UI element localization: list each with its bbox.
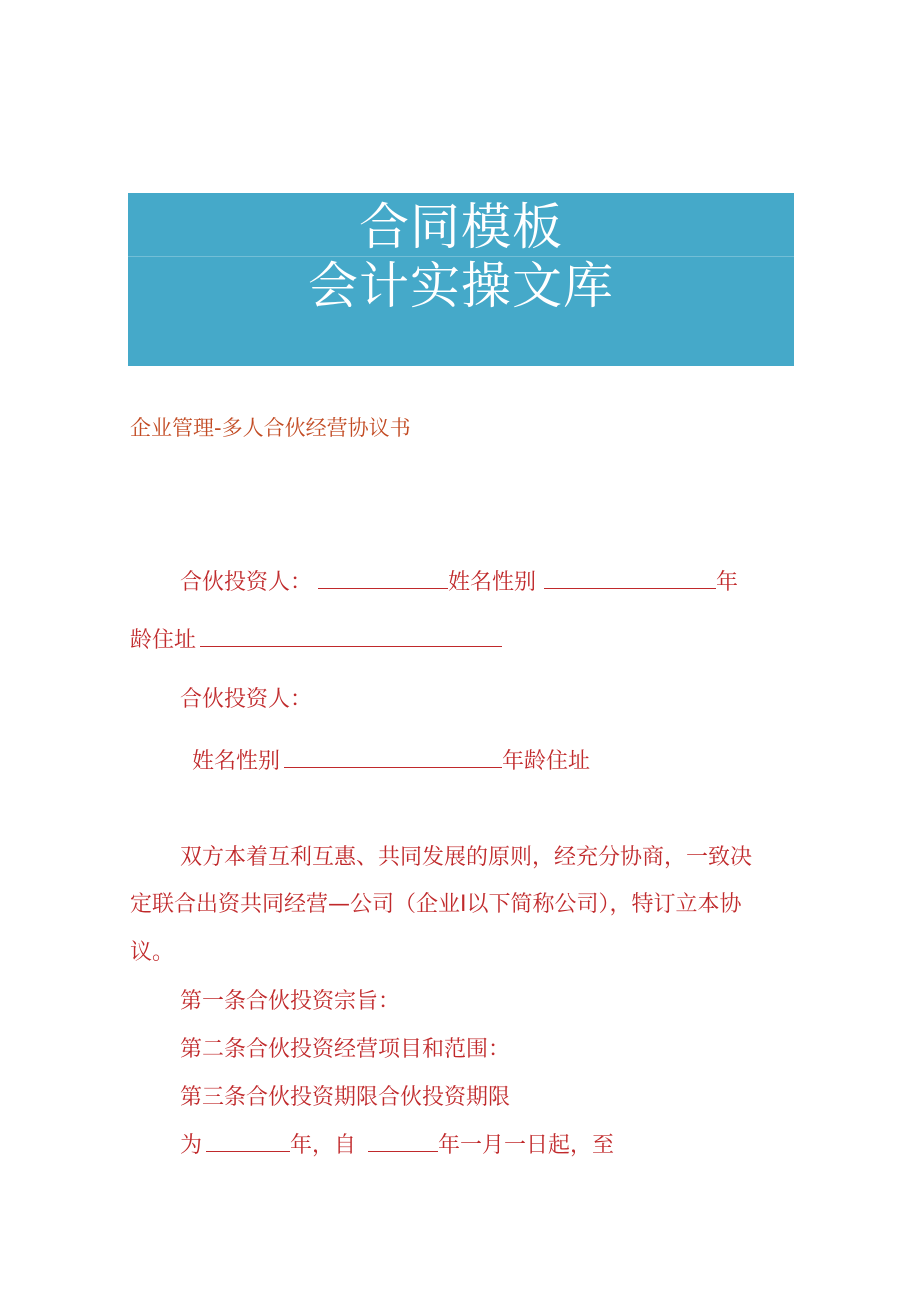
term-line: [180, 1129, 614, 1163]
banner-title-line2: 会计实操文库: [308, 257, 614, 315]
partner-line-4: [192, 745, 590, 779]
partner-label: 合伙投资人：: [180, 570, 313, 595]
blank-field[interactable]: [544, 566, 716, 589]
term-prefix: 为: [180, 1133, 203, 1158]
term-date-to: 年一月一日起，至: [438, 1133, 615, 1158]
paragraph-line: 定联合出资共同经营—公司（企业I以下简称公司），特订立本协: [130, 892, 742, 917]
blank-field[interactable]: [284, 745, 502, 768]
partner-line-3: 合伙投资人：: [180, 687, 313, 712]
article-3: 第三条合伙投资期限合伙投资期限: [180, 1085, 511, 1110]
blank-field[interactable]: [200, 624, 502, 647]
blank-field[interactable]: [368, 1129, 438, 1152]
partner-line-2: [130, 624, 502, 658]
term-year-from: 年，自: [290, 1133, 357, 1158]
blank-field[interactable]: [206, 1129, 290, 1152]
article-1: 第一条合伙投资宗旨：: [180, 989, 401, 1014]
paragraph-line: 议。: [130, 940, 175, 965]
age-address-label: 龄住址: [130, 628, 197, 653]
year-label: 年: [716, 570, 739, 595]
age-address-label: 年龄住址: [502, 749, 591, 774]
name-gender-label: 姓名性别: [192, 749, 281, 774]
article-2: 第二条合伙投资经营项目和范围：: [180, 1037, 511, 1062]
document-title: 企业管理-多人合伙经营协议书: [130, 416, 411, 440]
partner-line-1: [180, 566, 738, 600]
banner-title-line1: 合同模板: [359, 198, 563, 256]
blank-field[interactable]: [318, 566, 448, 589]
paragraph-line: 双方本着互利互惠、共同发展的原则，经充分协商，一致决: [180, 845, 753, 870]
name-gender-label: 姓名性别: [448, 570, 537, 595]
